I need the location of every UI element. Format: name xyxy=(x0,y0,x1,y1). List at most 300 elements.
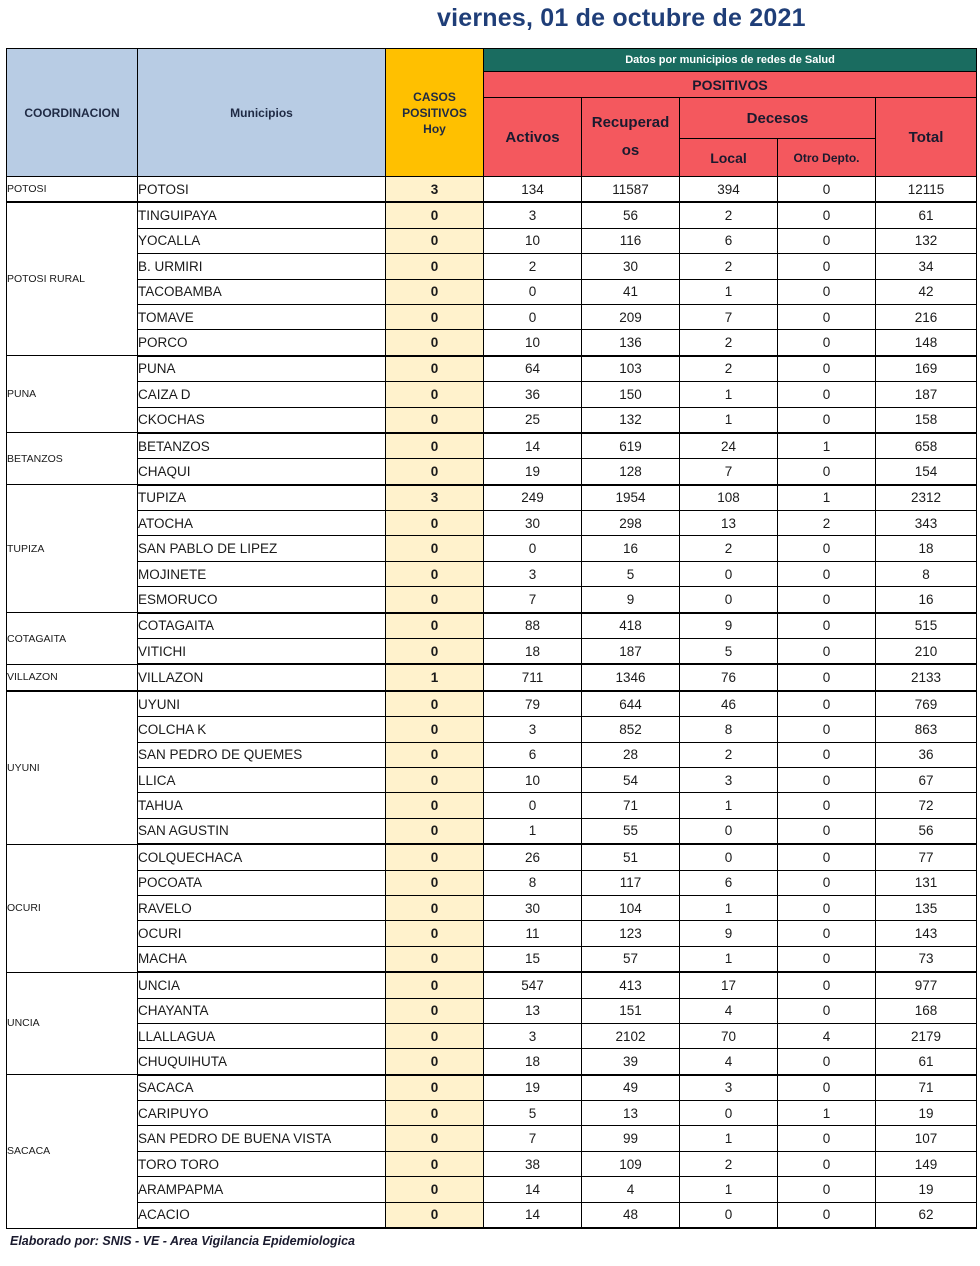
table-row xyxy=(7,511,977,536)
total-cell: 12115 xyxy=(876,177,977,203)
otro-cell: 0 xyxy=(778,717,876,742)
otro-cell: 0 xyxy=(778,1151,876,1176)
local-cell: 3 xyxy=(680,1075,778,1101)
casos-hoy-cell: 0 xyxy=(386,844,484,870)
table-row xyxy=(7,228,977,253)
total-cell: 73 xyxy=(876,946,977,972)
recuperados-cell: 1954 xyxy=(582,485,680,511)
recuperados-cell: 187 xyxy=(582,639,680,665)
otro-cell: 0 xyxy=(778,382,876,407)
table-row xyxy=(7,717,977,742)
local-cell: 17 xyxy=(680,972,778,998)
local-cell: 2 xyxy=(680,1151,778,1176)
otro-cell: 0 xyxy=(778,202,876,228)
activos-cell: 7 xyxy=(484,587,582,613)
activos-cell: 88 xyxy=(484,613,582,639)
casos-hoy-cell: 0 xyxy=(386,304,484,329)
activos-cell: 0 xyxy=(484,304,582,329)
local-cell: 0 xyxy=(680,587,778,613)
activos-cell: 14 xyxy=(484,1202,582,1228)
table-row xyxy=(7,202,977,228)
total-cell: 2133 xyxy=(876,664,977,690)
casos-hoy-cell: 0 xyxy=(386,382,484,407)
total-cell: 36 xyxy=(876,742,977,767)
recuperados-cell: 55 xyxy=(582,818,680,844)
municipio-cell: OCURI xyxy=(138,921,386,946)
otro-cell: 0 xyxy=(778,818,876,844)
header-activos: Activos xyxy=(484,98,582,177)
local-cell: 1 xyxy=(680,1126,778,1151)
casos-hoy-cell: 0 xyxy=(386,1126,484,1151)
table-row xyxy=(7,382,977,407)
activos-cell: 1 xyxy=(484,818,582,844)
total-cell: 42 xyxy=(876,279,977,304)
coordinacion-cell: POTOSI RURAL xyxy=(7,202,138,355)
casos-hoy-cell: 0 xyxy=(386,587,484,613)
otro-cell: 0 xyxy=(778,1126,876,1151)
recuperados-cell: 117 xyxy=(582,870,680,895)
otro-cell: 0 xyxy=(778,177,876,203)
cases-table xyxy=(6,48,977,1229)
recuperados-cell: 28 xyxy=(582,742,680,767)
header-recuperados xyxy=(582,98,680,177)
casos-hoy-cell: 0 xyxy=(386,356,484,382)
header-municipios: Municipios xyxy=(138,49,386,177)
table-row xyxy=(7,459,977,485)
otro-cell: 0 xyxy=(778,561,876,586)
otro-cell: 0 xyxy=(778,356,876,382)
total-cell: 977 xyxy=(876,972,977,998)
recuperados-cell: 39 xyxy=(582,1049,680,1075)
activos-cell: 18 xyxy=(484,639,582,665)
municipio-cell: TOMAVE xyxy=(138,304,386,329)
local-cell: 0 xyxy=(680,818,778,844)
local-cell: 6 xyxy=(680,870,778,895)
otro-cell: 0 xyxy=(778,330,876,356)
header-positivos: POSITIVOS xyxy=(484,72,977,98)
table-row xyxy=(7,767,977,792)
otro-cell: 0 xyxy=(778,1177,876,1202)
total-cell: 343 xyxy=(876,511,977,536)
activos-cell: 711 xyxy=(484,664,582,690)
recuperados-cell: 644 xyxy=(582,691,680,717)
municipio-cell: ARAMPAPMA xyxy=(138,1177,386,1202)
activos-cell: 3 xyxy=(484,561,582,586)
activos-cell: 38 xyxy=(484,1151,582,1176)
municipio-cell: TUPIZA xyxy=(138,485,386,511)
municipio-cell: PORCO xyxy=(138,330,386,356)
recuperados-cell: 413 xyxy=(582,972,680,998)
table-row xyxy=(7,536,977,561)
local-cell: 2 xyxy=(680,536,778,561)
activos-cell: 10 xyxy=(484,228,582,253)
coordinacion-cell: POTOSI xyxy=(7,177,138,203)
table-row xyxy=(7,485,977,511)
recuperados-cell: 30 xyxy=(582,254,680,279)
activos-cell: 79 xyxy=(484,691,582,717)
municipio-cell: SAN PEDRO DE QUEMES xyxy=(138,742,386,767)
local-cell: 46 xyxy=(680,691,778,717)
otro-cell: 0 xyxy=(778,639,876,665)
casos-hoy-cell: 0 xyxy=(386,1101,484,1126)
otro-cell: 0 xyxy=(778,1075,876,1101)
table-row xyxy=(7,639,977,665)
total-cell: 67 xyxy=(876,767,977,792)
municipio-cell: POCOATA xyxy=(138,870,386,895)
municipio-cell: YOCALLA xyxy=(138,228,386,253)
municipio-cell: ESMORUCO xyxy=(138,587,386,613)
municipio-cell: VILLAZON xyxy=(138,664,386,690)
total-cell: 77 xyxy=(876,844,977,870)
local-cell: 0 xyxy=(680,1101,778,1126)
otro-cell: 0 xyxy=(778,407,876,433)
table-row xyxy=(7,177,977,203)
activos-cell: 2 xyxy=(484,254,582,279)
otro-cell: 0 xyxy=(778,304,876,329)
recuperados-cell: 16 xyxy=(582,536,680,561)
recuperados-cell: 56 xyxy=(582,202,680,228)
coordinacion-cell: UYUNI xyxy=(7,691,138,844)
total-cell: 187 xyxy=(876,382,977,407)
local-cell: 2 xyxy=(680,356,778,382)
footer-credit: Elaborado por: SNIS - VE - Area Vigilancia Epidemiologica xyxy=(10,1234,355,1248)
casos-hoy-cell: 0 xyxy=(386,407,484,433)
table-row xyxy=(7,921,977,946)
casos-hoy-cell: 0 xyxy=(386,1202,484,1228)
otro-cell: 0 xyxy=(778,998,876,1023)
header-total: Total xyxy=(876,98,977,177)
casos-hoy-cell: 0 xyxy=(386,921,484,946)
total-cell: 143 xyxy=(876,921,977,946)
municipio-cell: LLALLAGUA xyxy=(138,1023,386,1048)
total-cell: 169 xyxy=(876,356,977,382)
total-cell: 210 xyxy=(876,639,977,665)
total-cell: 61 xyxy=(876,202,977,228)
municipio-cell: SAN AGUSTIN xyxy=(138,818,386,844)
total-cell: 34 xyxy=(876,254,977,279)
recuperados-cell: 48 xyxy=(582,1202,680,1228)
casos-hoy-cell: 0 xyxy=(386,793,484,818)
otro-cell: 2 xyxy=(778,511,876,536)
casos-hoy-cell: 0 xyxy=(386,818,484,844)
otro-cell: 0 xyxy=(778,793,876,818)
casos-hoy-cell: 0 xyxy=(386,1151,484,1176)
table-row xyxy=(7,895,977,920)
coordinacion-cell: COTAGAITA xyxy=(7,613,138,665)
casos-hoy-cell: 0 xyxy=(386,998,484,1023)
municipio-cell: SACACA xyxy=(138,1075,386,1101)
local-cell: 2 xyxy=(680,742,778,767)
municipio-cell: ACACIO xyxy=(138,1202,386,1228)
header-coordinacion: COORDINACION xyxy=(7,49,138,177)
casos-hoy-cell: 0 xyxy=(386,228,484,253)
otro-cell: 0 xyxy=(778,870,876,895)
municipio-cell: RAVELO xyxy=(138,895,386,920)
recuperados-cell: 209 xyxy=(582,304,680,329)
recuperados-cell: 151 xyxy=(582,998,680,1023)
otro-cell: 0 xyxy=(778,742,876,767)
total-cell: 135 xyxy=(876,895,977,920)
table-row xyxy=(7,1101,977,1126)
table-row xyxy=(7,1075,977,1101)
activos-cell: 36 xyxy=(484,382,582,407)
local-cell: 3 xyxy=(680,767,778,792)
activos-cell: 134 xyxy=(484,177,582,203)
otro-cell: 0 xyxy=(778,1202,876,1228)
casos-hoy-cell: 0 xyxy=(386,1075,484,1101)
activos-cell: 14 xyxy=(484,1177,582,1202)
local-cell: 108 xyxy=(680,485,778,511)
local-cell: 4 xyxy=(680,998,778,1023)
activos-cell: 0 xyxy=(484,793,582,818)
otro-cell: 0 xyxy=(778,664,876,690)
table-row xyxy=(7,818,977,844)
otro-cell: 0 xyxy=(778,946,876,972)
activos-cell: 0 xyxy=(484,279,582,304)
activos-cell: 25 xyxy=(484,407,582,433)
recuperados-cell: 109 xyxy=(582,1151,680,1176)
local-cell: 13 xyxy=(680,511,778,536)
total-cell: 515 xyxy=(876,613,977,639)
table-row xyxy=(7,742,977,767)
table-row xyxy=(7,279,977,304)
recuperados-cell: 71 xyxy=(582,793,680,818)
municipio-cell: TINGUIPAYA xyxy=(138,202,386,228)
recuperados-cell: 49 xyxy=(582,1075,680,1101)
municipio-cell: SAN PABLO DE LIPEZ xyxy=(138,536,386,561)
local-cell: 24 xyxy=(680,433,778,459)
otro-cell: 0 xyxy=(778,228,876,253)
total-cell: 154 xyxy=(876,459,977,485)
activos-cell: 8 xyxy=(484,870,582,895)
otro-cell: 0 xyxy=(778,895,876,920)
table-row xyxy=(7,844,977,870)
total-cell: 2179 xyxy=(876,1023,977,1048)
activos-cell: 64 xyxy=(484,356,582,382)
municipio-cell: ATOCHA xyxy=(138,511,386,536)
table-row xyxy=(7,254,977,279)
table-row xyxy=(7,1177,977,1202)
local-cell: 70 xyxy=(680,1023,778,1048)
recuperados-cell: 619 xyxy=(582,433,680,459)
coordinacion-cell: VILLAZON xyxy=(7,664,138,690)
recuperados-cell: 13 xyxy=(582,1101,680,1126)
municipio-cell: UNCIA xyxy=(138,972,386,998)
municipio-cell: CHAYANTA xyxy=(138,998,386,1023)
activos-cell: 19 xyxy=(484,459,582,485)
casos-hoy-cell: 0 xyxy=(386,639,484,665)
otro-cell: 1 xyxy=(778,1101,876,1126)
otro-cell: 0 xyxy=(778,691,876,717)
casos-hoy-cell: 0 xyxy=(386,691,484,717)
table-row xyxy=(7,1049,977,1075)
local-cell: 5 xyxy=(680,639,778,665)
municipio-cell: POTOSI xyxy=(138,177,386,203)
municipio-cell: TACOBAMBA xyxy=(138,279,386,304)
otro-cell: 0 xyxy=(778,767,876,792)
coordinacion-cell: BETANZOS xyxy=(7,433,138,485)
municipio-cell: TAHUA xyxy=(138,793,386,818)
local-cell: 1 xyxy=(680,946,778,972)
recuperados-cell: 5 xyxy=(582,561,680,586)
casos-hoy-cell: 0 xyxy=(386,870,484,895)
total-cell: 769 xyxy=(876,691,977,717)
total-cell: 16 xyxy=(876,587,977,613)
table-row xyxy=(7,613,977,639)
activos-cell: 10 xyxy=(484,767,582,792)
total-cell: 658 xyxy=(876,433,977,459)
header-casos-label: CASOS POSITIVOS Hoy xyxy=(402,89,467,136)
casos-hoy-cell: 0 xyxy=(386,946,484,972)
municipio-cell: CARIPUYO xyxy=(138,1101,386,1126)
header-casos-positivos-hoy xyxy=(386,49,484,177)
municipio-cell: COLQUECHACA xyxy=(138,844,386,870)
otro-cell: 0 xyxy=(778,587,876,613)
local-cell: 7 xyxy=(680,459,778,485)
coordinacion-cell: TUPIZA xyxy=(7,485,138,613)
casos-hoy-cell: 0 xyxy=(386,254,484,279)
municipio-cell: MOJINETE xyxy=(138,561,386,586)
recuperados-cell: 123 xyxy=(582,921,680,946)
casos-hoy-cell: 0 xyxy=(386,742,484,767)
casos-hoy-cell: 0 xyxy=(386,717,484,742)
total-cell: 8 xyxy=(876,561,977,586)
local-cell: 2 xyxy=(680,254,778,279)
total-cell: 107 xyxy=(876,1126,977,1151)
municipio-cell: SAN PEDRO DE BUENA VISTA xyxy=(138,1126,386,1151)
recuperados-cell: 418 xyxy=(582,613,680,639)
local-cell: 76 xyxy=(680,664,778,690)
casos-hoy-cell: 0 xyxy=(386,202,484,228)
total-cell: 168 xyxy=(876,998,977,1023)
local-cell: 9 xyxy=(680,921,778,946)
local-cell: 0 xyxy=(680,844,778,870)
local-cell: 7 xyxy=(680,304,778,329)
local-cell: 0 xyxy=(680,561,778,586)
activos-cell: 3 xyxy=(484,717,582,742)
recuperados-cell: 298 xyxy=(582,511,680,536)
activos-cell: 19 xyxy=(484,1075,582,1101)
municipio-cell: COTAGAITA xyxy=(138,613,386,639)
activos-cell: 15 xyxy=(484,946,582,972)
otro-cell: 0 xyxy=(778,1049,876,1075)
casos-hoy-cell: 0 xyxy=(386,459,484,485)
total-cell: 2312 xyxy=(876,485,977,511)
activos-cell: 3 xyxy=(484,1023,582,1048)
otro-cell: 0 xyxy=(778,921,876,946)
casos-hoy-cell: 3 xyxy=(386,177,484,203)
total-cell: 71 xyxy=(876,1075,977,1101)
casos-hoy-cell: 0 xyxy=(386,561,484,586)
coordinacion-cell: PUNA xyxy=(7,356,138,433)
total-cell: 62 xyxy=(876,1202,977,1228)
header-datos-municipios: Datos por municipios de redes de Salud xyxy=(484,49,977,72)
casos-hoy-cell: 0 xyxy=(386,767,484,792)
recuperados-cell: 99 xyxy=(582,1126,680,1151)
activos-cell: 3 xyxy=(484,202,582,228)
table-row xyxy=(7,664,977,690)
total-cell: 18 xyxy=(876,536,977,561)
total-cell: 19 xyxy=(876,1177,977,1202)
activos-cell: 10 xyxy=(484,330,582,356)
recuperados-cell: 41 xyxy=(582,279,680,304)
local-cell: 1 xyxy=(680,279,778,304)
total-cell: 148 xyxy=(876,330,977,356)
total-cell: 149 xyxy=(876,1151,977,1176)
municipio-cell: CKOCHAS xyxy=(138,407,386,433)
casos-hoy-cell: 0 xyxy=(386,279,484,304)
activos-cell: 0 xyxy=(484,536,582,561)
casos-hoy-cell: 0 xyxy=(386,613,484,639)
total-cell: 132 xyxy=(876,228,977,253)
total-cell: 131 xyxy=(876,870,977,895)
recuperados-cell: 128 xyxy=(582,459,680,485)
casos-hoy-cell: 0 xyxy=(386,511,484,536)
recuperados-cell: 51 xyxy=(582,844,680,870)
activos-cell: 11 xyxy=(484,921,582,946)
casos-hoy-cell: 1 xyxy=(386,664,484,690)
table-row xyxy=(7,1023,977,1048)
recuperados-cell: 150 xyxy=(582,382,680,407)
activos-cell: 547 xyxy=(484,972,582,998)
table-row xyxy=(7,998,977,1023)
table-row xyxy=(7,407,977,433)
municipio-cell: CHAQUI xyxy=(138,459,386,485)
total-cell: 863 xyxy=(876,717,977,742)
table-row xyxy=(7,946,977,972)
local-cell: 2 xyxy=(680,202,778,228)
otro-cell: 0 xyxy=(778,279,876,304)
total-cell: 216 xyxy=(876,304,977,329)
activos-cell: 30 xyxy=(484,511,582,536)
total-cell: 61 xyxy=(876,1049,977,1075)
municipio-cell: BETANZOS xyxy=(138,433,386,459)
recuperados-cell: 54 xyxy=(582,767,680,792)
coordinacion-cell: OCURI xyxy=(7,844,138,972)
total-cell: 19 xyxy=(876,1101,977,1126)
local-cell: 0 xyxy=(680,1202,778,1228)
table-row xyxy=(7,870,977,895)
table-row xyxy=(7,330,977,356)
otro-cell: 0 xyxy=(778,459,876,485)
local-cell: 1 xyxy=(680,382,778,407)
local-cell: 1 xyxy=(680,1177,778,1202)
header-recuperados-label: Recuperad os xyxy=(591,114,670,159)
recuperados-cell: 104 xyxy=(582,895,680,920)
municipio-cell: COLCHA K xyxy=(138,717,386,742)
activos-cell: 14 xyxy=(484,433,582,459)
otro-cell: 0 xyxy=(778,972,876,998)
local-cell: 1 xyxy=(680,407,778,433)
table-row xyxy=(7,1126,977,1151)
municipio-cell: CHUQUIHUTA xyxy=(138,1049,386,1075)
table-row xyxy=(7,1151,977,1176)
otro-cell: 1 xyxy=(778,485,876,511)
otro-cell: 0 xyxy=(778,844,876,870)
municipio-cell: UYUNI xyxy=(138,691,386,717)
local-cell: 4 xyxy=(680,1049,778,1075)
activos-cell: 6 xyxy=(484,742,582,767)
otro-cell: 0 xyxy=(778,536,876,561)
recuperados-cell: 852 xyxy=(582,717,680,742)
activos-cell: 5 xyxy=(484,1101,582,1126)
otro-cell: 0 xyxy=(778,613,876,639)
header-decesos: Decesos xyxy=(680,98,876,139)
header-otro-depto: Otro Depto. xyxy=(778,139,876,177)
table-row xyxy=(7,793,977,818)
table-row xyxy=(7,304,977,329)
table-row xyxy=(7,356,977,382)
